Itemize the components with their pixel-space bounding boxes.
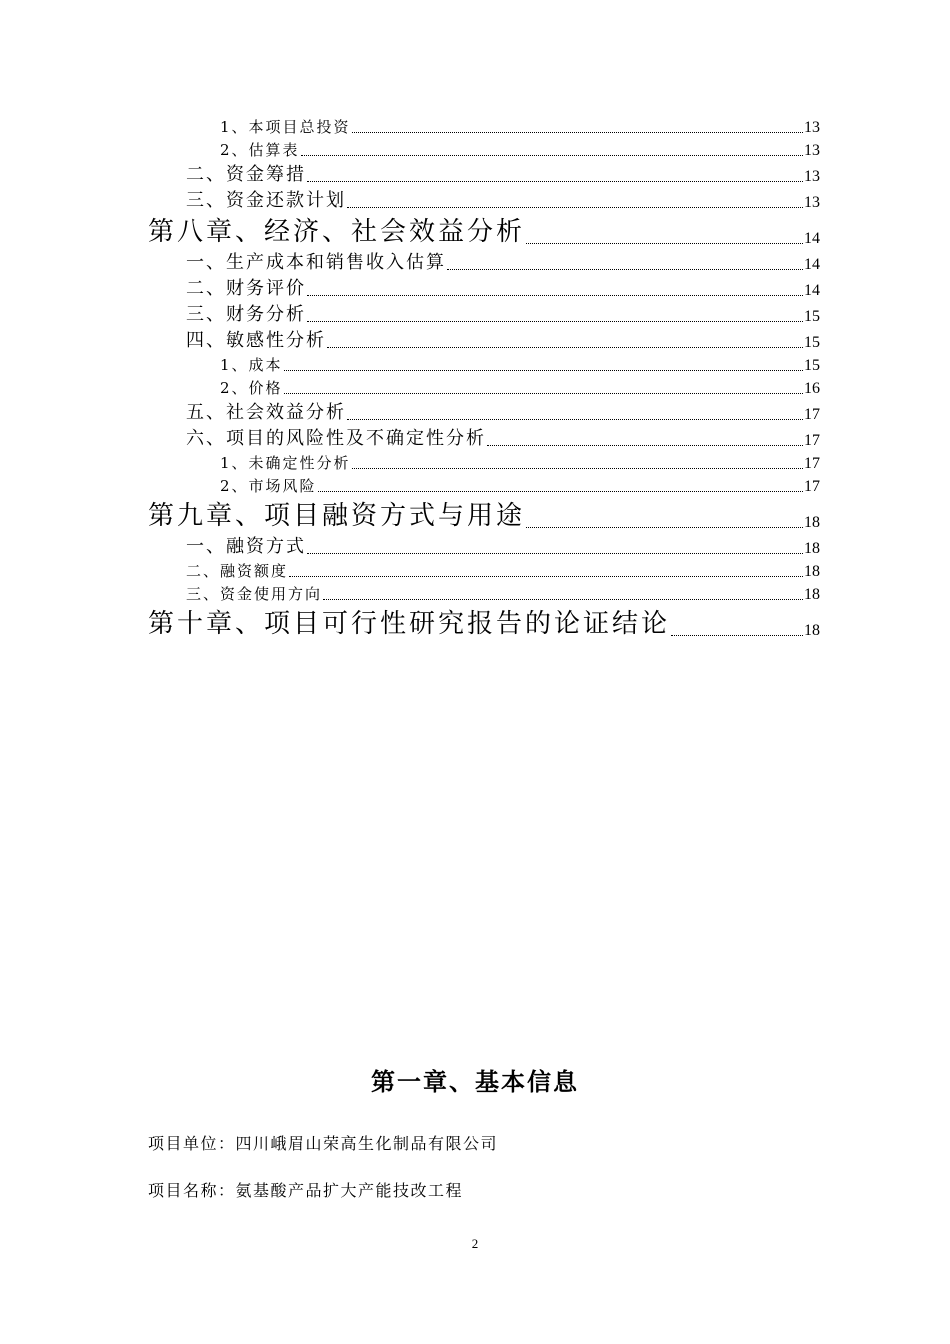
toc-entry[interactable] (148, 532, 820, 558)
toc-entry-label: 一、融资方式 (186, 536, 306, 557)
toc-entry-label: 1、成本 (220, 356, 283, 374)
toc-entry-label: 1、未确定性分析 (220, 454, 351, 472)
toc-dot-leader (671, 634, 803, 636)
toc-entry-page: 17 (804, 432, 820, 449)
toc-entry-page: 18 (804, 586, 820, 603)
toc-entry-label: 六、项目的风险性及不确定性分析 (186, 428, 486, 449)
toc-entry-label: 五、社会效益分析 (186, 402, 346, 423)
toc-dot-leader (307, 320, 803, 322)
toc-dot-leader (307, 294, 803, 296)
toc-entry[interactable] (148, 375, 820, 398)
toc-dot-leader (347, 206, 803, 208)
toc-entry[interactable] (148, 352, 820, 375)
toc-entry-label: 2、市场风险 (220, 477, 317, 495)
toc-entry[interactable] (148, 137, 820, 160)
toc-dot-leader (347, 418, 803, 420)
toc-entry[interactable] (148, 160, 820, 186)
toc-dot-leader (352, 467, 803, 469)
toc-entry[interactable] (148, 274, 820, 300)
toc-entry-page: 17 (804, 406, 820, 423)
toc-dot-leader (301, 154, 803, 156)
toc-entry-label: 三、资金使用方向 (186, 585, 323, 603)
toc-entry-label: 三、财务分析 (186, 304, 306, 325)
toc-entry-label: 二、财务评价 (186, 278, 306, 299)
toc-entry[interactable] (148, 114, 820, 137)
toc-entry-label: 二、资金筹措 (186, 164, 306, 185)
toc-dot-leader (289, 575, 803, 577)
toc-entry-label: 2、价格 (220, 379, 283, 397)
toc-entry[interactable] (148, 212, 820, 248)
toc-entry[interactable] (148, 398, 820, 424)
project-name: 项目名称：氨基酸产品扩大产能技改工程 (148, 1181, 464, 1200)
toc-entry-label: 2、估算表 (220, 141, 300, 159)
page-number: 2 (471, 1236, 479, 1251)
toc-dot-leader (284, 369, 803, 371)
toc-entry-label: 三、资金还款计划 (186, 190, 346, 211)
toc-entry-page: 18 (804, 540, 820, 557)
toc-entry-page: 13 (804, 119, 820, 136)
toc-entry-page: 13 (804, 168, 820, 185)
toc-dot-leader (307, 552, 803, 554)
toc-entry-page: 17 (804, 478, 820, 495)
toc-entry-page: 17 (804, 455, 820, 472)
toc-entry-page: 13 (804, 194, 820, 211)
toc-dot-leader (526, 526, 803, 528)
toc-entry-page: 16 (804, 380, 820, 397)
toc-entry[interactable] (148, 450, 820, 473)
toc-entry-label: 一、生产成本和销售收入估算 (186, 252, 446, 273)
toc-entry[interactable] (148, 300, 820, 326)
toc-entry-page: 18 (804, 514, 820, 531)
toc-entry[interactable] (148, 473, 820, 496)
toc-dot-leader (352, 131, 803, 133)
toc-entry[interactable] (148, 424, 820, 450)
toc-entry-page: 13 (804, 142, 820, 159)
toc-entry[interactable] (148, 248, 820, 274)
toc-entry-page: 14 (804, 256, 820, 273)
toc-dot-leader (447, 268, 803, 270)
toc-dot-leader (526, 242, 803, 244)
toc-entry-page: 14 (804, 230, 820, 247)
toc-entry[interactable] (148, 186, 820, 212)
toc-entry-label: 第八章、经济、社会效益分析 (148, 217, 526, 247)
toc-entry[interactable] (148, 581, 820, 604)
toc-entry[interactable] (148, 604, 820, 640)
toc-entry-page: 15 (804, 308, 820, 325)
toc-dot-leader (327, 346, 803, 348)
toc-dot-leader (284, 392, 803, 394)
toc-entry[interactable] (148, 326, 820, 352)
project-unit: 项目单位：四川峨眉山荣高生化制品有限公司 (148, 1134, 499, 1153)
toc-entry[interactable] (148, 558, 820, 581)
chapter-heading: 第一章、基本信息 (371, 1067, 579, 1096)
toc-entry-page: 14 (804, 282, 820, 299)
toc-entry-label: 二、融资额度 (186, 562, 289, 580)
table-of-contents (148, 114, 820, 640)
toc-dot-leader (318, 490, 803, 492)
toc-dot-leader (307, 180, 803, 182)
toc-entry-page: 18 (804, 563, 820, 580)
toc-entry-label: 第十章、项目可行性研究报告的论证结论 (148, 609, 671, 639)
toc-entry-page: 15 (804, 357, 820, 374)
toc-entry-label: 第九章、项目融资方式与用途 (148, 501, 526, 531)
toc-entry-page: 15 (804, 334, 820, 351)
toc-entry-label: 1、本项目总投资 (220, 118, 351, 136)
toc-entry-page: 18 (804, 622, 820, 639)
toc-dot-leader (323, 598, 803, 600)
toc-entry-label: 四、敏感性分析 (186, 330, 326, 351)
toc-dot-leader (487, 444, 803, 446)
toc-entry[interactable] (148, 496, 820, 532)
